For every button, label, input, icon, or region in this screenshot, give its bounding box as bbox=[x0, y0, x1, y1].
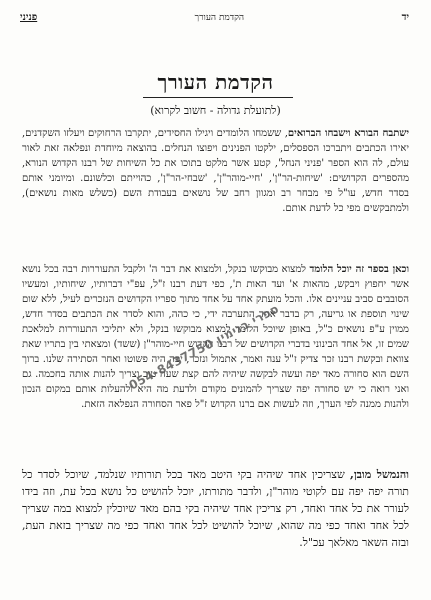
page-title: הקדמת העורך bbox=[157, 70, 274, 94]
paragraph-1-lead: ישתבח הבורא וישבחו הברואים bbox=[287, 128, 409, 139]
header-section-title: הקדמת העורך bbox=[194, 12, 245, 23]
paragraph-3-text: שצריכין אחד שיהיה בקי היטב מאד בכל תורותיו שנלמד, שיוכל לסדר כל תורה יפה יפה עם לקוטי מוהר"ן, ולדבר מתורתו, יוכל להושיט כל נושא בכל עת, וזה בידו לעורר את כל אחד ואחד, רק צריכין אחד שיהיה בקי בהם מאד שיוכלין למצוא במה שצריך לכל אחד ואחד כפי מה שהוא, שיוכל להושיט לכל אחד ואחד כפי מה שצריך בזאת העת, ובזה השאר מאלאך עכ"ל. bbox=[22, 468, 410, 549]
title-underline bbox=[143, 97, 293, 98]
page-subtitle: (לתועלת גדולה - חשוב לקרוא) bbox=[150, 104, 281, 117]
watermark-stamp: ספרי בנימין 054-8437750 bbox=[126, 301, 282, 393]
paragraph-3-lead: והנמשל מובן, bbox=[350, 468, 409, 481]
paragraph-2-text: למצוא מבוקשו בנקל, ולמצוא את דבר ה' ולקבל התעוררות רבה בכל נושא אשר יחפוץ ויבקש, מהאות א' ועד האות ת', כפי דעת רבנו ז"ל, עפ"י דברותיו, שיחותיו, ומעשיו הסובבים סביב עניינים אלו. והכל מועתק אחד על אחד מתוך ספריו הקדושים הנזכרים לעיל, ללא שום שינוי תוספת או גריעה, רק בדבר אחד התערבה ידי, כי כהה, והוא לסדר את הכתבים בסדר חדש, ממוין ע"פ נושאים כ"ל, באופן שיוכל הלומד למצוא מבוקשו בנקל, ולא יתליבי התעוררות למלאכת שמים זו, אל אחד הבינוני בדברי הקדושים של רבנו הקדוש חיי-מוהר"ן (ששד) ומצאתי בין בתריו שאת צוואת ובקשת רבנו זכר צדיק ז"ל ענה ואמר, אתמול ונזכר, יפה היה פשוטו ואחר הסתירה שלנו. ברוך השם הוא סחורה מאד יפה ועשה לבקשה שיהיה להם קצת שעה טוב וצריך להנות אותה בחכמה. גם ואני רואה כי יש סחורה יפה שצריך להמונים מקודם ולדעת מה היא ולהעלות אותם במקום הנכון ולהנות ממנה לפי הערך, וזה לעשות אם ברנו הקדוש ז"ל פאר הסחורה הנפלאה הזאת. bbox=[22, 264, 409, 410]
paragraph-2-lead: וכאן בספר זה יוכל הלומד bbox=[309, 264, 410, 275]
page-number: יד bbox=[401, 11, 409, 23]
paragraph-1-text: , ששמחו הלומדים ויגילו החסידים, יתקרבו הרחוקים ויעלזו השקדנים, יאירו הכתבים ויתברכו הספסלים, ילקטו הפנינים ויפוצו הנחלים. בהוצאה מיוחדת ונפלאה זאת לאור עולם, לה הוא הספר 'פניני הנחל', קטע אשר מלקט בתוכו את כל השיחות של רבנו הקדוש הנורא, מהספרים הקדושים: 'שיחות-הר"ן', 'חיי-מוהר"ן', 'שבחי-הר"ן', כהוייתם וכלשונם. ומיומני אותם בסדר חדש, עו"ל פי מבחר רב ומגוון רחב של נושאים בעבודת השם (כשלש מאות נושאים), ולמתבקשים מפי כל לדעת אותם. bbox=[22, 128, 409, 214]
header-book-title: פניני bbox=[20, 11, 38, 23]
book-page bbox=[8, 0, 423, 600]
paragraph-3 bbox=[22, 466, 409, 551]
running-header bbox=[20, 8, 409, 26]
paragraph-1 bbox=[22, 126, 409, 216]
